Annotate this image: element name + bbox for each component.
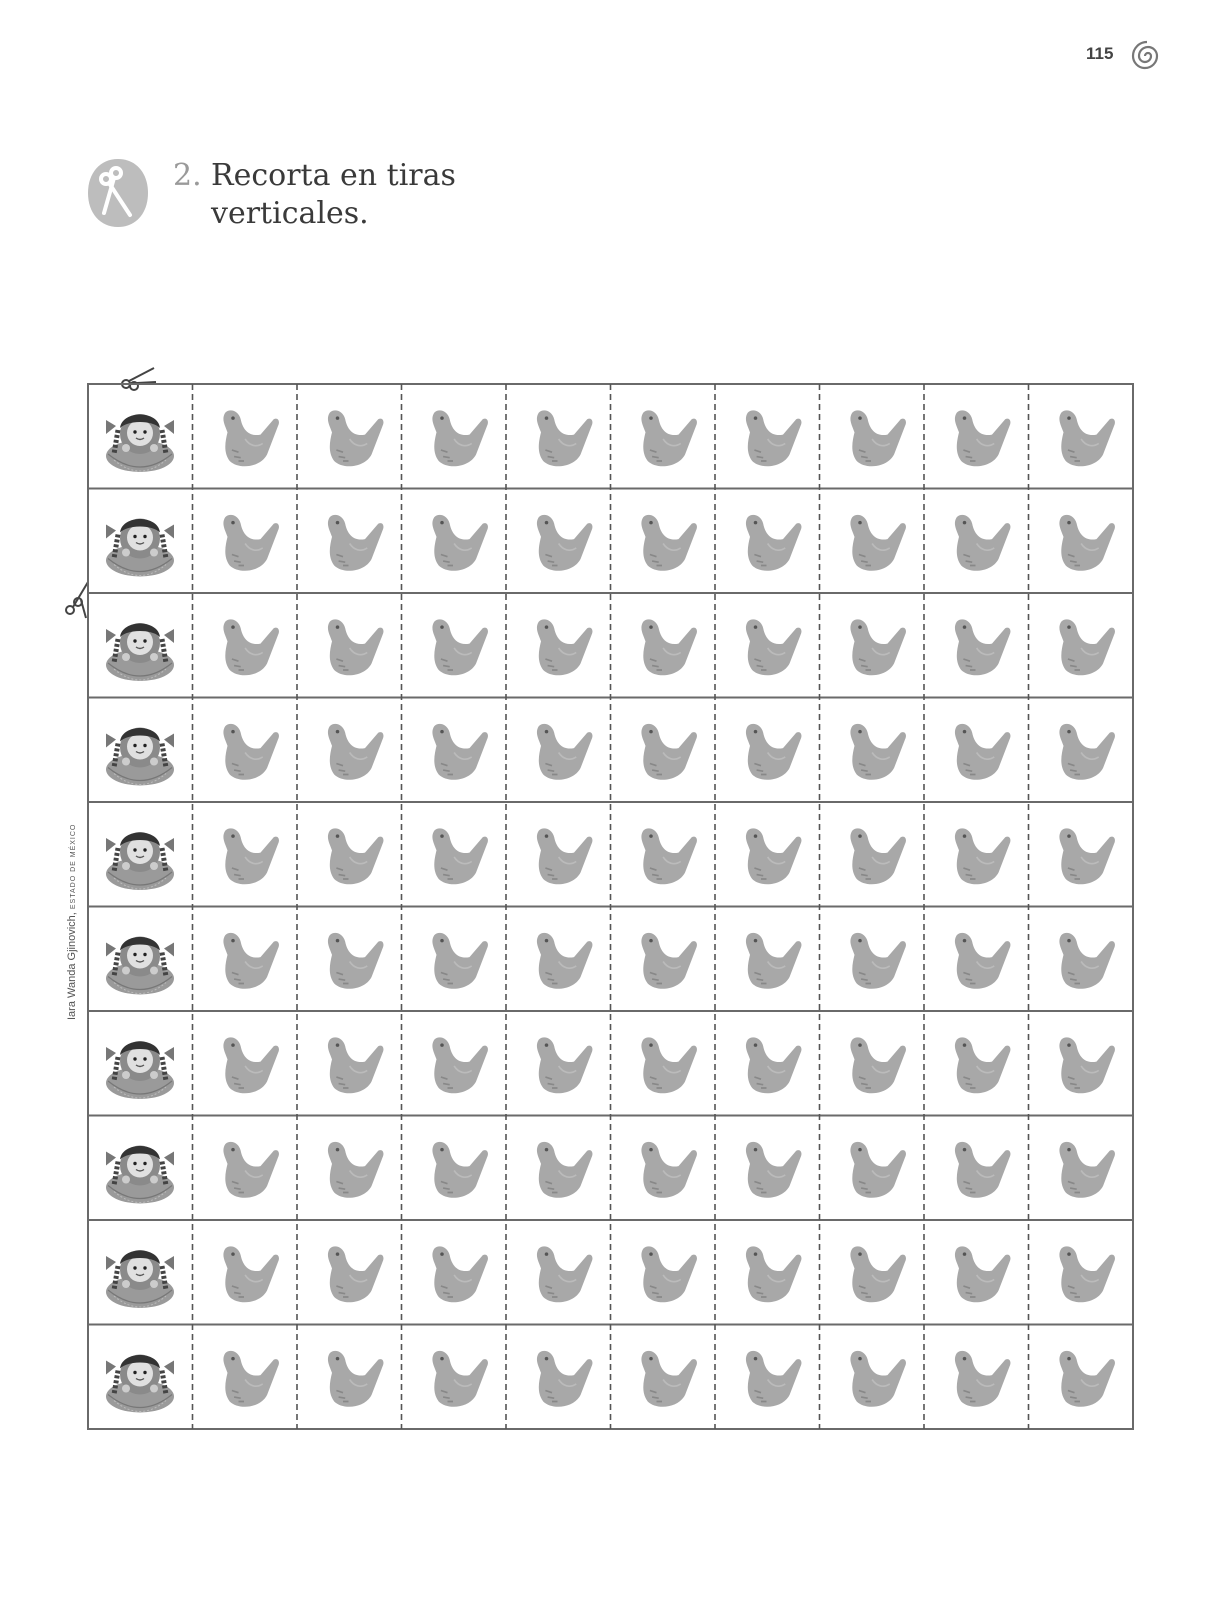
credit-place: ESTADO DE MÉXICO	[70, 823, 77, 910]
doll-icon	[106, 1146, 174, 1204]
bird-whistle-icon	[432, 619, 488, 675]
doll-icon	[106, 937, 174, 995]
bird-whistle-icon	[432, 1246, 488, 1302]
bird-whistle-icon	[328, 1142, 384, 1198]
bird-whistle-icon	[746, 1142, 802, 1198]
bird-whistle-icon	[537, 933, 593, 989]
bird-whistle-icon	[432, 933, 488, 989]
bird-whistle-icon	[537, 1037, 593, 1093]
bird-whistle-icon	[641, 1037, 697, 1093]
bird-whistle-icon	[955, 828, 1011, 884]
bird-whistle-icon	[432, 1142, 488, 1198]
doll-icon	[106, 728, 174, 786]
bird-whistle-icon	[746, 724, 802, 780]
bird-whistle-icon	[223, 410, 279, 466]
doll-icon	[106, 1250, 174, 1308]
bird-whistle-icon	[850, 1037, 906, 1093]
bird-whistle-icon	[432, 515, 488, 571]
instruction-text: Recorta en tiras verticales.	[211, 158, 456, 231]
bird-whistle-icon	[850, 515, 906, 571]
bird-whistle-icon	[537, 828, 593, 884]
bird-whistle-icon	[746, 1351, 802, 1407]
bird-whistle-icon	[1059, 724, 1115, 780]
bird-whistle-icon	[850, 1142, 906, 1198]
bird-whistle-icon	[641, 410, 697, 466]
doll-icon	[106, 519, 174, 577]
doll-icon	[106, 1355, 174, 1413]
bird-whistle-icon	[1059, 1142, 1115, 1198]
instruction-number: 2.	[173, 158, 202, 193]
bird-whistle-icon	[746, 410, 802, 466]
bird-whistle-icon	[955, 515, 1011, 571]
bird-whistle-icon	[746, 619, 802, 675]
bird-whistle-icon	[537, 619, 593, 675]
bird-whistle-icon	[432, 1037, 488, 1093]
bird-whistle-icon	[955, 724, 1011, 780]
bird-whistle-icon	[1059, 933, 1115, 989]
bird-whistle-icon	[328, 515, 384, 571]
bird-whistle-icon	[432, 410, 488, 466]
bird-whistle-icon	[537, 724, 593, 780]
bird-whistle-icon	[641, 619, 697, 675]
bird-whistle-icon	[955, 410, 1011, 466]
bird-whistle-icon	[537, 1142, 593, 1198]
bird-whistle-icon	[432, 724, 488, 780]
bird-whistle-icon	[1059, 515, 1115, 571]
bird-whistle-icon	[328, 1246, 384, 1302]
bird-whistle-icon	[955, 619, 1011, 675]
bird-whistle-icon	[641, 1351, 697, 1407]
bird-whistle-icon	[537, 410, 593, 466]
bird-whistle-icon	[746, 1246, 802, 1302]
page-number: 115	[1086, 44, 1114, 63]
bird-whistle-icon	[850, 1351, 906, 1407]
bird-whistle-icon	[641, 1142, 697, 1198]
bird-whistle-icon	[328, 828, 384, 884]
doll-icon	[106, 623, 174, 681]
bird-whistle-icon	[641, 933, 697, 989]
bird-whistle-icon	[223, 1246, 279, 1302]
bird-whistle-icon	[955, 1037, 1011, 1093]
bird-whistle-icon	[1059, 619, 1115, 675]
bird-whistle-icon	[641, 515, 697, 571]
bird-whistle-icon	[328, 933, 384, 989]
bird-whistle-icon	[537, 1351, 593, 1407]
bird-whistle-icon	[746, 515, 802, 571]
bird-whistle-icon	[432, 828, 488, 884]
bird-whistle-icon	[1059, 410, 1115, 466]
bird-whistle-icon	[1059, 1351, 1115, 1407]
bird-whistle-icon	[955, 933, 1011, 989]
bird-whistle-icon	[223, 828, 279, 884]
bird-whistle-icon	[537, 1246, 593, 1302]
bird-whistle-icon	[328, 619, 384, 675]
bird-whistle-icon	[328, 724, 384, 780]
bird-whistle-icon	[850, 619, 906, 675]
bird-whistle-icon	[850, 828, 906, 884]
bird-whistle-icon	[223, 1037, 279, 1093]
bird-whistle-icon	[328, 410, 384, 466]
bird-whistle-icon	[641, 828, 697, 884]
bird-whistle-icon	[223, 933, 279, 989]
bird-whistle-icon	[850, 724, 906, 780]
bird-whistle-icon	[1059, 1246, 1115, 1302]
bird-whistle-icon	[328, 1037, 384, 1093]
bird-whistle-icon	[955, 1351, 1011, 1407]
bird-whistle-icon	[641, 724, 697, 780]
bird-whistle-icon	[223, 515, 279, 571]
bird-whistle-icon	[850, 933, 906, 989]
bird-whistle-icon	[223, 619, 279, 675]
bird-whistle-icon	[955, 1246, 1011, 1302]
bird-whistle-icon	[746, 933, 802, 989]
bird-whistle-icon	[223, 724, 279, 780]
bird-whistle-icon	[328, 1351, 384, 1407]
bird-whistle-icon	[746, 1037, 802, 1093]
bird-whistle-icon	[850, 1246, 906, 1302]
doll-icon	[106, 414, 174, 472]
credit-author: Iara Wanda Gjinovich,	[66, 912, 78, 1020]
bird-whistle-icon	[223, 1142, 279, 1198]
doll-icon	[106, 1041, 174, 1099]
doll-icon	[106, 832, 174, 890]
bird-whistle-icon	[223, 1351, 279, 1407]
bird-whistle-icon	[955, 1142, 1011, 1198]
bird-whistle-icon	[1059, 828, 1115, 884]
bird-whistle-icon	[432, 1351, 488, 1407]
bird-whistle-icon	[537, 515, 593, 571]
bird-whistle-icon	[1059, 1037, 1115, 1093]
bird-whistle-icon	[850, 410, 906, 466]
bird-whistle-icon	[746, 828, 802, 884]
bird-whistle-icon	[641, 1246, 697, 1302]
